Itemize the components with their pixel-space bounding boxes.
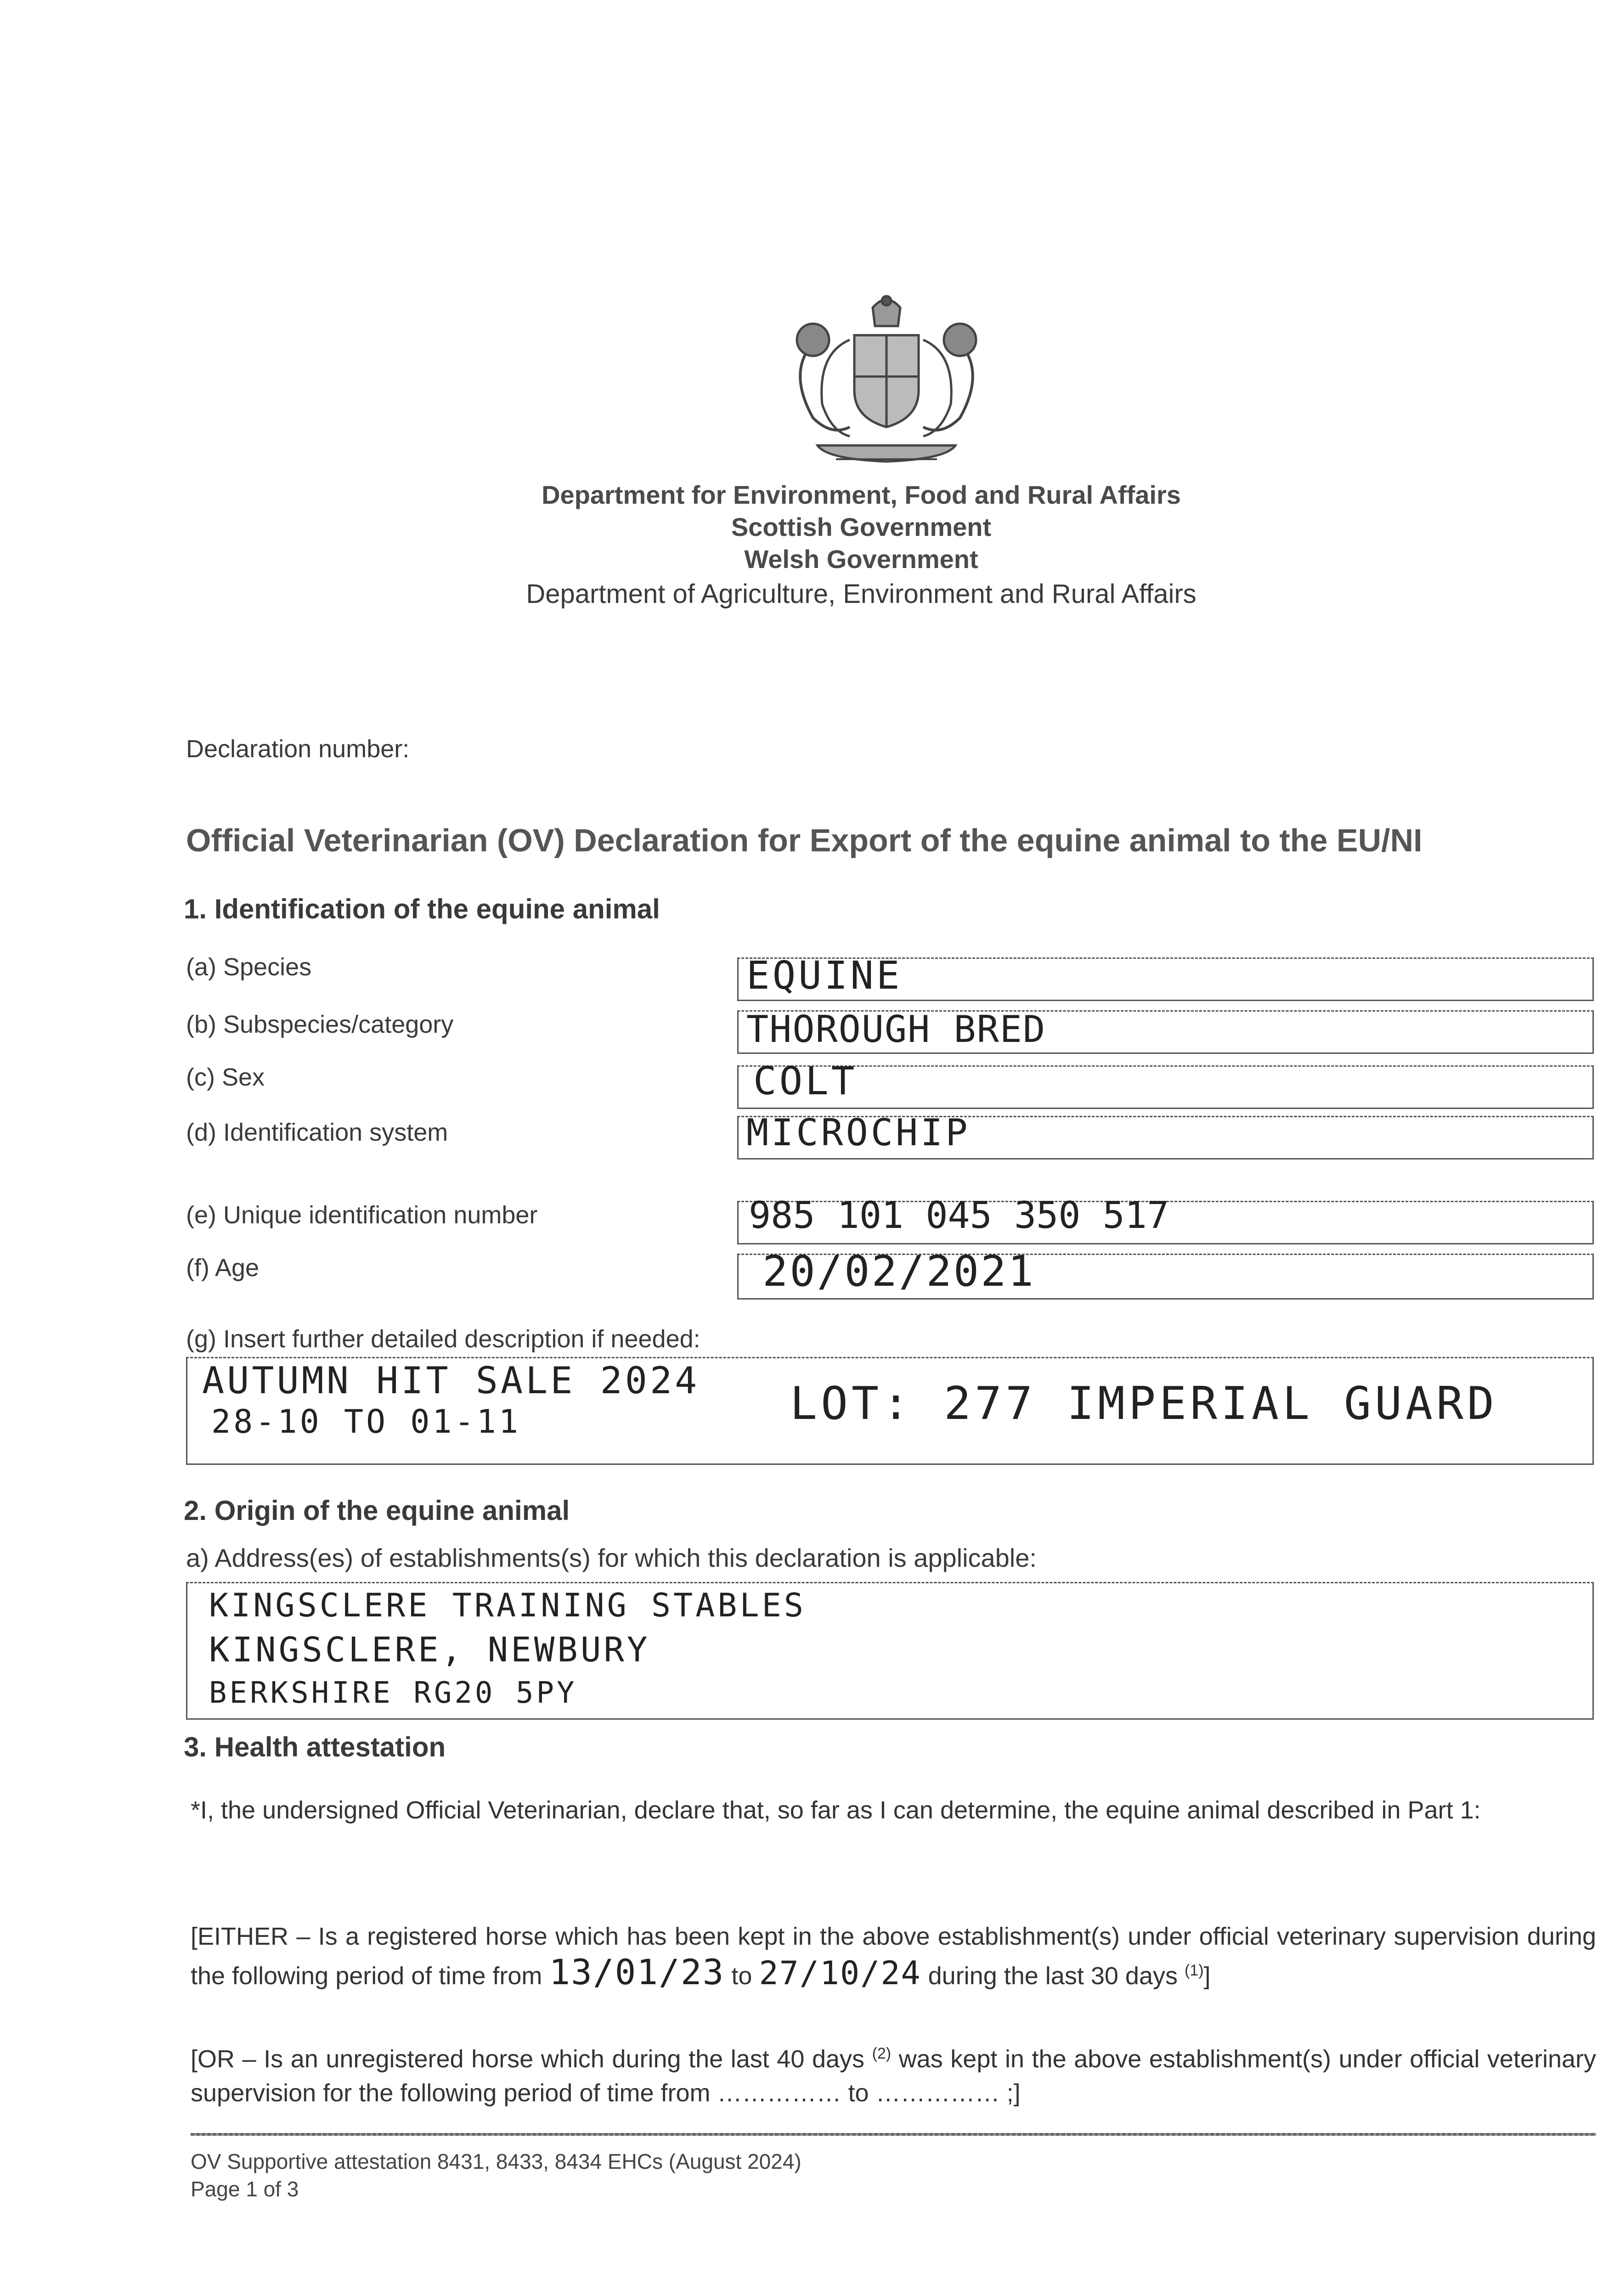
either-clause-end: ] [1203, 1962, 1211, 1990]
either-from-date: 13/01/23 [549, 1952, 725, 1992]
section-2-heading: 2. Origin of the equine animal [184, 1495, 570, 1526]
address-line-1: KINGSCLERE TRAINING STABLES [209, 1587, 806, 1624]
or-clause [191, 2037, 1596, 2110]
either-clause [191, 1919, 1596, 1993]
address-line-2: KINGSCLERE, NEWBURY [209, 1630, 650, 1670]
unique-id-value: 985 101 045 350 517 [749, 1194, 1169, 1237]
footer-divider [191, 2133, 1596, 2136]
species-value: EQUINE [746, 953, 903, 998]
sex-label: (c) Sex [186, 1064, 265, 1091]
further-description-lot: LOT: 277 IMPERIAL GUARD [790, 1378, 1498, 1430]
header-line-daera: Department of Agriculture, Environment and Rural Affairs [526, 579, 1197, 609]
identification-system-value: MICROCHIP [746, 1111, 971, 1154]
identification-system-label: (d) Identification system [186, 1119, 448, 1146]
either-footnote-ref: (1) [1184, 1962, 1204, 1979]
address-label: a) Address(es) of establishments(s) for which this declaration is applicable: [186, 1543, 1037, 1572]
or-clause-tail: was kept in the above establishment(s) under official veterinary supervision for the following period of time from …………… to …………… ;] [191, 2045, 1596, 2107]
header-line-welsh: Welsh Government [744, 545, 978, 574]
further-description-line1: AUTUMN HIT SALE 2024 [202, 1359, 700, 1402]
further-description-label: (g) Insert further detailed description if needed: [186, 1325, 700, 1353]
header-line-scottish: Scottish Government [731, 512, 992, 541]
or-footnote-ref: (2) [872, 2045, 892, 2062]
either-clause-text: [EITHER – Is a registered horse which has been kept in the above establishment(s) under official veterinary supervision during the following period of time from [191, 1923, 1596, 1990]
document-title: Official Veterinarian (OV) Declaration for Export of the equine animal to the EU/NI [186, 822, 1422, 858]
sex-field[interactable] [737, 1065, 1594, 1109]
footer-page-number: Page 1 of 3 [191, 2177, 299, 2201]
header-line-defra: Department for Environment, Food and Rural Affairs [542, 480, 1181, 509]
species-label: (a) Species [186, 953, 312, 981]
sex-value: COLT [753, 1058, 858, 1103]
unique-id-label: (e) Unique identification number [186, 1201, 538, 1229]
royal-coat-of-arms-icon [781, 289, 992, 468]
section-3-heading: 3. Health attestation [184, 1732, 446, 1762]
or-clause-text: [OR – Is an unregistered horse which during the last 40 days [191, 2045, 872, 2073]
section-1-heading: 1. Identification of the equine animal [184, 894, 660, 924]
further-description-line2: 28-10 TO 01-11 [211, 1403, 521, 1441]
health-attestation-intro: *I, the undersigned Official Veterinarian, declare that, so far as I can determine, the equine animal described in Part 1: [191, 1796, 1481, 1824]
declaration-number-label: Declaration number: [186, 735, 410, 763]
subspecies-value: THOROUGH BRED [746, 1008, 1046, 1051]
footer-form-reference: OV Supportive attestation 8431, 8433, 8434 EHCs (August 2024) [191, 2150, 802, 2173]
either-to-word: to [724, 1962, 759, 1990]
either-clause-tail: during the last 30 days [921, 1962, 1185, 1990]
subspecies-label: (b) Subspecies/category [186, 1011, 454, 1038]
age-label: (f) Age [186, 1254, 260, 1282]
either-to-date: 27/10/24 [759, 1954, 921, 1992]
age-value: 20/02/2021 [762, 1247, 1035, 1296]
address-line-3: BERKSHIRE RG20 5PY [209, 1676, 577, 1710]
